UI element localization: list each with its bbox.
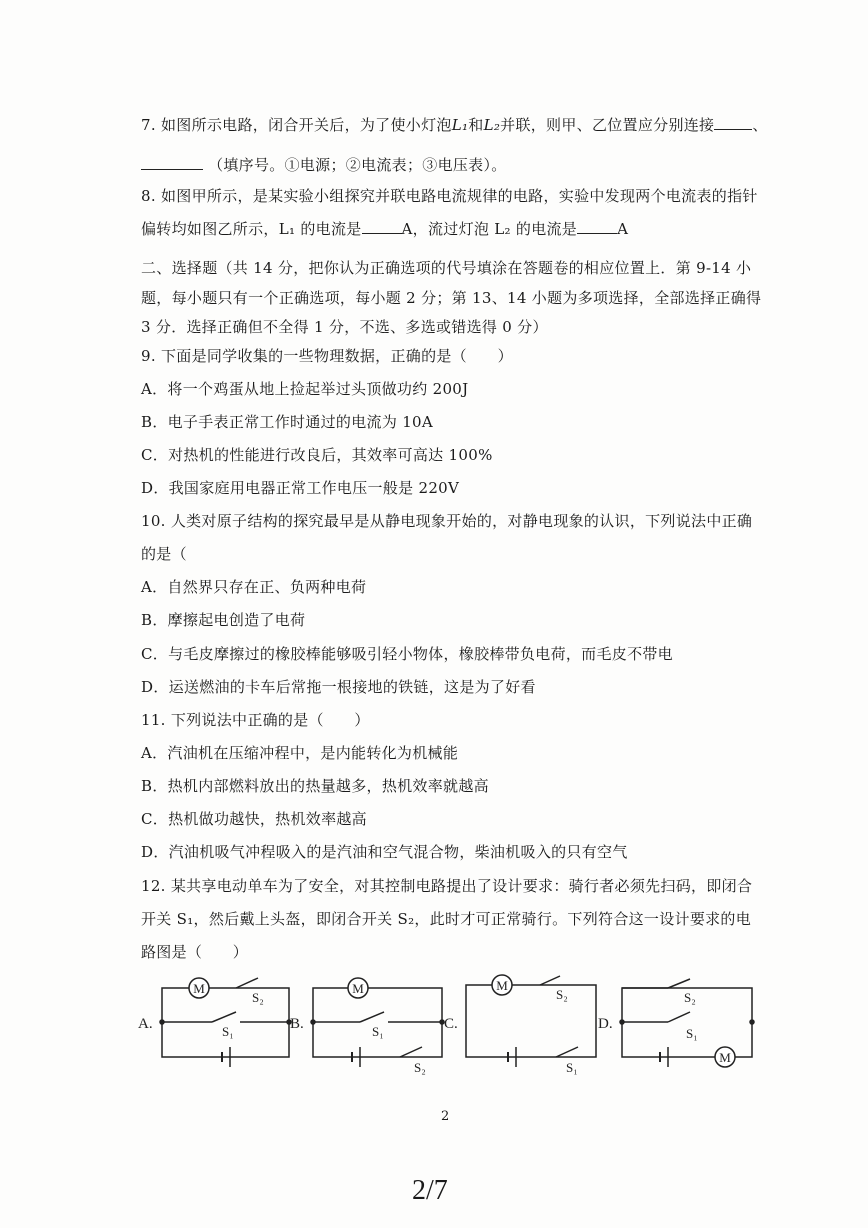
q7-line1 [141,114,768,135]
q9-option-c[interactable]: C．对热机的性能进行改良后，其效率可高达 100% [141,446,493,464]
d-s1-label: S₁ [686,1026,698,1041]
l1-symbol: L₁ [451,116,469,134]
q9-option-d[interactable]: D．我国家庭用电器正常工作电压一般是 220V [141,479,460,497]
q7-text-b: 并联，则甲、乙位置应分别连接 [500,116,715,134]
page-number-small: 2 [441,1109,450,1124]
q7-text-a: 7. 如图所示电路，闭合开关后，为了使小灯泡 [141,116,452,134]
q9-option-a[interactable]: A．将一个鸡蛋从地上捡起举过头顶做功约 200J [141,380,469,398]
c-s2-label: S₂ [556,987,568,1002]
circuit-a[interactable] [160,978,291,1067]
q8-blank-2[interactable] [577,219,617,234]
option-d-label: D. [598,1016,613,1032]
circuit-options [0,965,868,1095]
section2-line1: 二、选择题（共 14 分，把你认为正确选项的代号填涂在答题卷的相应位置上．第 9-14 小 [141,259,752,277]
motor-d-label: M [719,1050,731,1065]
section2-line2: 题，每小题只有一个正确选项，每小题 2 分；第 13、14 小题为多项选择，全部选择正确得 [141,289,762,307]
q7-and: 和 [468,116,484,134]
q7-options: （填序号。①电源；②电流表；③电压表）。 [208,156,507,174]
q11-option-d[interactable]: D．汽油机吸气冲程吸入的是汽油和空气混合物，柴油机吸入的只有空气 [141,843,628,861]
q12-stem-2: 开关 S₁，然后戴上头盔，即闭合开关 S₂，此时才可正常骑行。下列符合这一设计要求的电 [141,910,752,928]
q9-stem: 9. 下面是同学收集的一些物理数据，正确的是（ ） [141,347,513,365]
q7-line2 [141,154,507,175]
q10-option-b[interactable]: B．摩擦起电创造了电荷 [141,611,306,629]
q8-text-c: A [617,220,629,238]
b-s1-label: S₁ [372,1024,384,1039]
q8-text-a: 偏转均如图乙所示，L₁ 的电流是 [141,220,362,238]
q11-option-a[interactable]: A．汽油机在压缩冲程中，是内能转化为机械能 [141,744,459,762]
q7-blank-2[interactable] [141,155,203,170]
q8-line2 [141,218,628,239]
l2-symbol: L₂ [483,116,501,134]
circuit-c[interactable] [466,976,596,1067]
a-s1-label: S₁ [222,1024,234,1039]
q8-blank-1[interactable] [362,219,402,234]
q10-option-d[interactable]: D．运送燃油的卡车后常拖一根接地的铁链，这是为了好看 [141,678,536,696]
q7-comma: 、 [752,116,768,134]
motor-b-label: M [352,981,364,996]
motor-a-label: M [193,981,205,996]
q11-option-c[interactable]: C．热机做功越快，热机效率越高 [141,810,367,828]
q12-stem-1: 12. 某共享电动单车为了安全，对其控制电路提出了设计要求：骑行者必须先扫码，即闭合 [141,877,753,895]
q10-stem-2: 的是（ [141,545,187,563]
option-a-label: A. [138,1016,153,1032]
q12-stem-3: 路图是（ ） [141,943,249,961]
q11-stem: 11. 下列说法中正确的是（ ） [141,711,370,729]
q11-option-b[interactable]: B．热机内部燃料放出的热量越多，热机效率就越高 [141,777,489,795]
q8-text-b: A，流过灯泡 L₂ 的电流是 [401,220,578,238]
q10-option-a[interactable]: A．自然界只存在正、负两种电荷 [141,578,367,596]
page-number-large: 2/7 [412,1175,448,1206]
option-c-label: C. [444,1016,458,1032]
c-s1-label: S₁ [566,1060,578,1075]
option-b-label: B. [290,1016,304,1032]
motor-c-label: M [496,978,508,993]
b-s2-label: S₂ [414,1060,426,1075]
section2-line3: 3 分．选择正确但不全得 1 分，不选、多选或错选得 0 分） [141,318,548,336]
q10-option-c[interactable]: C．与毛皮摩擦过的橡胶棒能够吸引轻小物体，橡胶棒带负电荷，而毛皮不带电 [141,645,673,663]
q8-line1: 8. 如图甲所示，是某实验小组探究并联电路电流规律的电路，实验中发现两个电流表的指针 [141,187,758,205]
d-s2-label: S₂ [684,990,696,1005]
q9-option-b[interactable]: B．电子手表正常工作时通过的电流为 10A [141,413,434,431]
q7-blank-1[interactable] [714,115,752,130]
q10-stem-1: 10. 人类对原子结构的探究最早是从静电现象开始的，对静电现象的认识，下列说法中正确 [141,512,753,530]
a-s2-label: S₂ [252,990,264,1005]
